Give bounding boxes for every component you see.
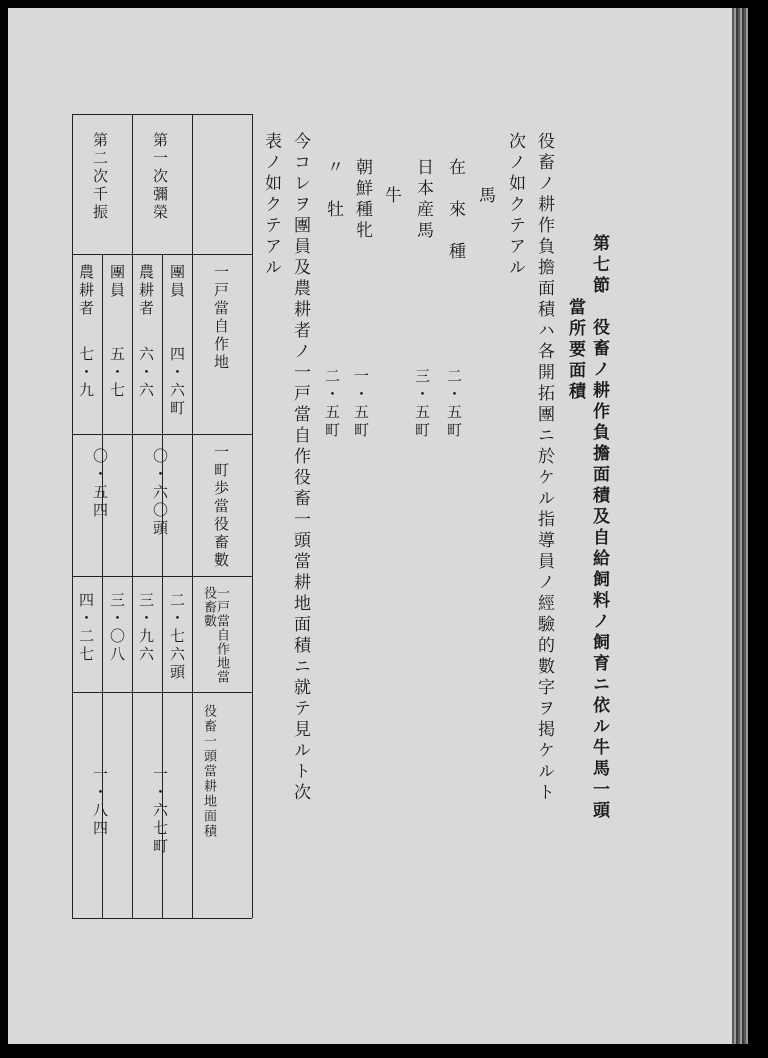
document-page [8,8,748,1044]
group-2-name: 第二次千振 [91,132,109,222]
group-2-row-1-animals-household: 三・〇八 [108,592,126,664]
group-1-row-2-animals-household: 三・九六 [137,592,155,664]
book-spine [732,8,748,1044]
group-2-row-1-farmland: 五・七 [108,346,126,400]
group-1-animals-per-hectare: 〇・六〇頭 [151,448,169,538]
cattle-korean-breed: 朝鮮種牝 [352,158,372,242]
group-2-row-2-farmland: 七・九 [77,346,95,400]
group-2-animals-per-hectare: 〇・五四 [91,448,109,520]
data-table [72,114,252,918]
group-1-row-1-label: 團員 [168,264,186,300]
paragraph-2-end: 表ノ如クテアル [261,132,281,279]
group-2-row-2-animals-household: 四・二七 [77,592,95,664]
header-animals-per-hectare: 一町歩當役畜數 [212,444,230,570]
horse-native-breed: 在 來 種 [445,158,465,263]
header-area-per-animal: 役畜一頭當耕地面積 [201,704,216,839]
paragraph-1-end: 次ノ如クテアル [505,132,525,279]
section-heading-continued: 當所要面積 [565,298,585,403]
group-1-row-2-label: 農耕者 [137,264,155,318]
cattle-korean-value: 一・五町 [352,368,370,440]
horse-native-value: 二・五町 [445,368,463,440]
horse-japanese-breed: 日本産馬 [413,158,433,242]
paragraph-2: 今コレヲ團員及農耕者ノ一戸當自作役畜一頭當耕地面積ニ就テ見ルト次 [290,132,310,804]
group-1-row-2-farmland: 六・六 [137,346,155,400]
group-2-row-1-label: 團員 [108,264,126,300]
horse-japanese-value: 三・五町 [413,368,431,440]
header-farmland-per-household: 一戸當自作地 [212,264,230,372]
group-1-name: 第一次彌榮 [151,132,169,222]
group-1-row-1-animals-household: 二・七六頭 [168,592,186,682]
header-animals-per-household: 一戸當自作地當役畜數 [201,586,229,684]
horse-label: 馬 [475,186,495,207]
paragraph-1: 役畜ノ耕作負擔面積ハ各開拓團ニ於ケル指導員ノ經驗的數字ヲ掲ケルト [534,132,554,804]
group-2-row-2-label: 農耕者 [77,264,95,318]
cattle-label: 牛 [381,186,401,207]
group-1-row-1-farmland: 四・六町 [168,346,186,418]
cattle-male: 〃 牡 [323,158,343,221]
cattle-male-value: 二・五町 [323,368,341,440]
group-1-area-per-animal: 一・六七町 [151,766,169,856]
group-2-area-per-animal: 一・八四 [91,766,109,838]
section-heading: 第七節 役畜ノ耕作負擔面積及自給飼料ノ飼育ニ依ル牛馬一頭 [589,234,609,822]
